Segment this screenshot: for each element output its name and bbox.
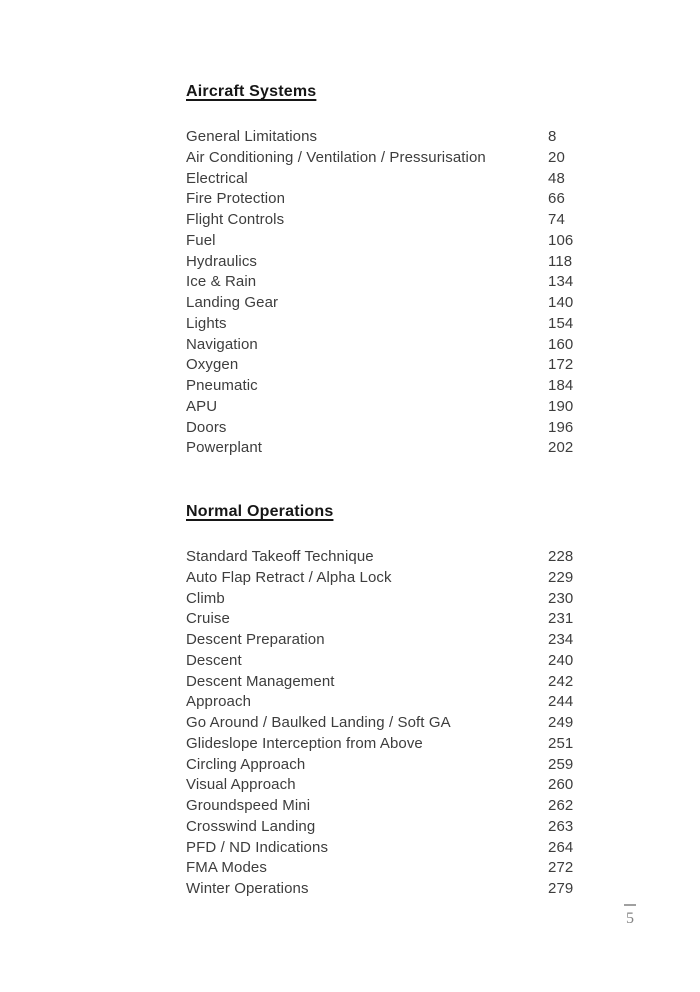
toc-entry-page: 118 bbox=[548, 252, 573, 270]
toc-entry-page: 263 bbox=[548, 817, 574, 835]
toc-entry-label: Oxygen bbox=[186, 356, 239, 374]
toc-entry-label: APU bbox=[186, 397, 218, 415]
toc-entry-label: Hydraulics bbox=[186, 252, 258, 270]
toc-entry-list bbox=[186, 127, 586, 459]
toc-entry-page: 242 bbox=[548, 672, 574, 690]
toc-entry-label: Go Around / Baulked Landing / Soft GA bbox=[186, 714, 451, 731]
toc-entry-page: 202 bbox=[548, 439, 574, 457]
toc-entry bbox=[186, 293, 586, 314]
toc-entry-label: Doors bbox=[186, 418, 227, 436]
toc-entry-label: Descent Management bbox=[186, 672, 335, 690]
toc-entry bbox=[186, 231, 586, 252]
toc-entry bbox=[186, 210, 586, 231]
toc-entry-page: 134 bbox=[548, 273, 574, 291]
toc-entry-label: Crosswind Landing bbox=[186, 817, 316, 835]
toc-entry-page: 262 bbox=[548, 797, 574, 814]
toc-entry-label: Descent bbox=[186, 651, 242, 669]
toc-entry-page: 240 bbox=[548, 651, 574, 669]
toc-entry bbox=[186, 568, 586, 589]
toc-entry-label: Fuel bbox=[186, 231, 216, 249]
toc-section bbox=[186, 502, 586, 900]
section-title: Normal Operations bbox=[186, 503, 334, 520]
toc-entry bbox=[186, 148, 586, 169]
toc-entry-page: 259 bbox=[548, 755, 574, 773]
toc-entry bbox=[186, 189, 586, 210]
toc-entry bbox=[186, 755, 586, 776]
toc-entry-label: Circling Approach bbox=[186, 755, 306, 773]
section-title: Aircraft Systems bbox=[186, 83, 317, 100]
toc-entry bbox=[186, 879, 586, 900]
toc-entry bbox=[186, 418, 586, 439]
toc-entry bbox=[186, 775, 586, 796]
toc-entry bbox=[186, 397, 586, 418]
toc-entry-page: 229 bbox=[548, 568, 574, 586]
toc-entry-label: Standard Takeoff Technique bbox=[186, 548, 374, 565]
toc-entry bbox=[186, 355, 586, 376]
toc-entry-page: 244 bbox=[548, 693, 574, 711]
toc-entry-label: Winter Operations bbox=[186, 880, 309, 897]
toc-entry bbox=[186, 314, 586, 335]
toc-entry-label: Electrical bbox=[186, 169, 248, 187]
page-number: 5 bbox=[626, 910, 634, 927]
toc-entry-page: 74 bbox=[548, 211, 565, 228]
toc-entry-label: Ice & Rain bbox=[186, 273, 257, 291]
toc-entry-page: 48 bbox=[548, 169, 565, 187]
toc-entry-page: 184 bbox=[548, 377, 574, 394]
toc-entry bbox=[186, 630, 586, 651]
toc-entry-page: 228 bbox=[548, 548, 574, 565]
toc-entry-page: 66 bbox=[548, 190, 565, 208]
toc-entry-label: Navigation bbox=[186, 335, 258, 353]
toc-entry-page: 234 bbox=[548, 631, 574, 648]
toc-entry bbox=[186, 589, 586, 610]
toc-entry-page: 249 bbox=[548, 714, 574, 731]
toc-entry-label: Glideslope Interception from Above bbox=[186, 734, 423, 752]
toc-entry bbox=[186, 651, 586, 672]
toc-entry-label: Visual Approach bbox=[186, 776, 296, 794]
toc-entry bbox=[186, 609, 586, 630]
page-footer bbox=[621, 904, 639, 928]
toc-entry bbox=[186, 252, 586, 273]
toc-entry-page: 106 bbox=[548, 231, 574, 249]
toc-entry bbox=[186, 734, 586, 755]
toc-section bbox=[186, 82, 586, 459]
toc-entry-page: 264 bbox=[548, 838, 574, 856]
toc-entry bbox=[186, 547, 586, 568]
toc-entry-page: 160 bbox=[548, 335, 574, 353]
toc-entry-label: Climb bbox=[186, 589, 225, 607]
footer-rule bbox=[624, 904, 636, 906]
toc-entry-label: Fire Protection bbox=[186, 190, 286, 208]
toc-entry-page: 8 bbox=[548, 128, 557, 145]
toc-entry-label: General Limitations bbox=[186, 128, 318, 145]
toc-entry bbox=[186, 438, 586, 459]
toc-entry-label: Groundspeed Mini bbox=[186, 797, 311, 814]
toc-entry-label: Flight Controls bbox=[186, 211, 285, 228]
toc-entry bbox=[186, 335, 586, 356]
toc-entry-page: 190 bbox=[548, 397, 574, 415]
toc-entry bbox=[186, 272, 586, 293]
toc-entry-list bbox=[186, 547, 586, 900]
toc-entry-page: 279 bbox=[548, 880, 574, 897]
toc-entry-page: 154 bbox=[548, 314, 574, 332]
toc-entry-label: Air Conditioning / Ventilation / Pressurisation bbox=[186, 148, 486, 166]
table-of-contents bbox=[186, 82, 586, 900]
toc-entry-label: Lights bbox=[186, 314, 227, 332]
toc-entry-page: 231 bbox=[548, 610, 574, 628]
toc-entry-label: Landing Gear bbox=[186, 294, 279, 311]
toc-entry-page: 140 bbox=[548, 294, 574, 311]
toc-entry-page: 272 bbox=[548, 859, 574, 877]
toc-entry-label: Powerplant bbox=[186, 439, 263, 457]
toc-entry-page: 260 bbox=[548, 776, 574, 794]
toc-entry-page: 196 bbox=[548, 418, 574, 436]
toc-entry-page: 230 bbox=[548, 589, 574, 607]
toc-entry bbox=[186, 376, 586, 397]
toc-entry-label: PFD / ND Indications bbox=[186, 838, 329, 856]
toc-entry-page: 251 bbox=[548, 734, 574, 752]
toc-entry bbox=[186, 817, 586, 838]
toc-entry bbox=[186, 672, 586, 693]
toc-entry bbox=[186, 169, 586, 190]
toc-entry-page: 20 bbox=[548, 148, 565, 166]
toc-entry-label: Pneumatic bbox=[186, 377, 258, 394]
toc-entry bbox=[186, 713, 586, 734]
toc-entry-label: Descent Preparation bbox=[186, 631, 325, 648]
toc-entry-label: Approach bbox=[186, 693, 252, 711]
toc-entry bbox=[186, 838, 586, 859]
toc-entry-label: FMA Modes bbox=[186, 859, 267, 877]
toc-entry bbox=[186, 858, 586, 879]
toc-entry bbox=[186, 796, 586, 817]
toc-entry-label: Auto Flap Retract / Alpha Lock bbox=[186, 568, 392, 586]
toc-entry-page: 172 bbox=[548, 356, 574, 374]
toc-entry-label: Cruise bbox=[186, 610, 230, 628]
toc-entry bbox=[186, 127, 586, 148]
toc-entry bbox=[186, 692, 586, 713]
